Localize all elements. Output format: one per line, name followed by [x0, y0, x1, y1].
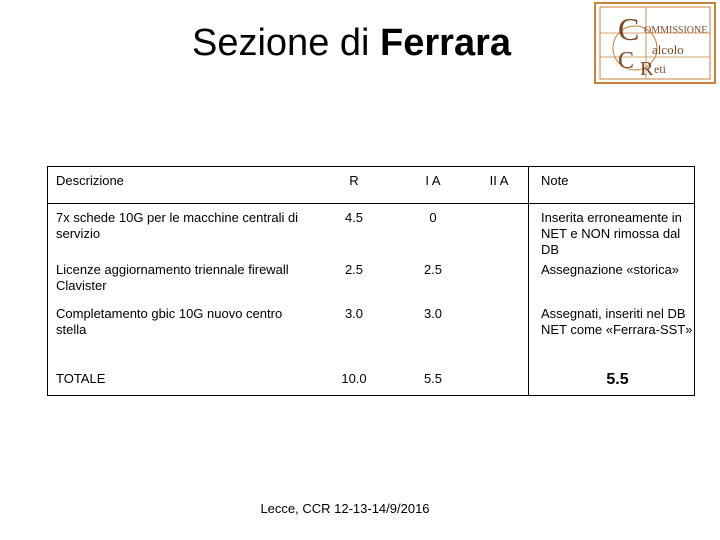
header-iia: II A	[470, 167, 529, 204]
cell-r: 3.0	[344, 305, 364, 321]
cell-descrizione: Completamento gbic 10G nuovo centro stella	[56, 305, 283, 337]
cell-iia	[470, 362, 529, 396]
table-row	[48, 204, 695, 262]
budget-table	[47, 166, 695, 396]
cell-note: Assegnazione «storica»	[541, 261, 680, 277]
title-bold: Ferrara	[380, 22, 511, 64]
cell-r: 2.5	[344, 261, 364, 277]
cell-note: Assegnati, inseriti nel DB NET come «Ferrara-SST»	[541, 305, 693, 337]
title-prefix: Sezione di	[192, 22, 381, 64]
cell-ia: 0	[429, 210, 437, 225]
cell-note-total: 5.5	[606, 370, 629, 388]
page-title	[192, 22, 511, 65]
cell-note: Inserita erroneamente in NET e NON rimossa dal DB	[541, 210, 682, 257]
svg-text:R: R	[640, 58, 654, 80]
header-note: Note	[529, 167, 695, 204]
table-row-total	[48, 362, 695, 396]
svg-text:eti: eti	[654, 62, 666, 76]
svg-text:C: C	[618, 48, 635, 74]
header-ia: I A	[396, 167, 470, 204]
svg-text:C: C	[618, 11, 640, 47]
table-row	[48, 262, 695, 306]
header-descrizione: Descrizione	[48, 167, 313, 204]
cell-iia	[470, 262, 529, 306]
ccr-logo	[594, 2, 716, 84]
svg-text:OMMISSIONE: OMMISSIONE	[644, 25, 708, 36]
cell-ia: 2.5	[423, 261, 443, 277]
cell-iia	[470, 204, 529, 262]
svg-text:alcolo: alcolo	[652, 42, 684, 57]
cell-r: 10.0	[341, 370, 367, 386]
table-header-row	[48, 167, 695, 204]
cell-r: 4.5	[344, 210, 364, 225]
footer-text: Lecce, CCR 12-13-14/9/2016	[260, 501, 430, 516]
cell-ia: 3.0	[423, 305, 443, 321]
table-row	[48, 306, 695, 362]
cell-iia	[470, 306, 529, 362]
header-r: R	[312, 167, 396, 204]
cell-descrizione: 7x schede 10G per le macchine centrali di servizio	[56, 210, 299, 241]
cell-descrizione: TOTALE	[56, 370, 106, 386]
cell-ia: 5.5	[423, 370, 443, 386]
cell-descrizione: Licenze aggiornamento triennale firewall Clavister	[56, 261, 289, 293]
